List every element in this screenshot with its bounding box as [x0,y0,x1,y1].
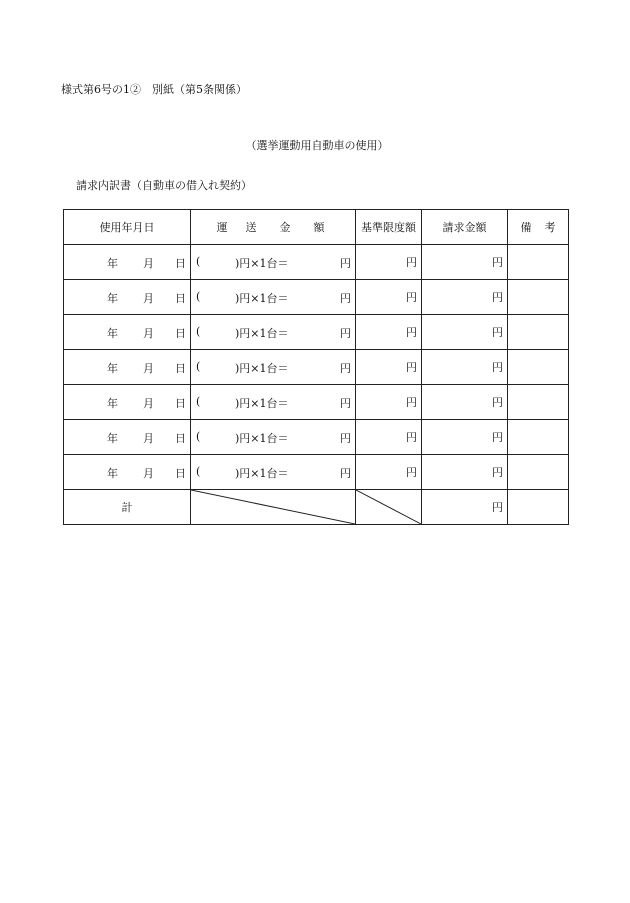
year-label: 年 [107,257,118,270]
fare-formula: )円×1台＝ [235,292,289,305]
day-label: 日 [175,397,186,410]
claim-amount-cell[interactable]: 円 [422,385,508,420]
month-label: 月 [143,397,154,410]
day-label: 日 [175,362,186,375]
form-number-label: 様式第6号の1② 別紙（第5条関係） [61,83,247,96]
diagonal-line [191,490,355,524]
month-label: 月 [143,292,154,305]
standard-limit-cell[interactable]: 円 [356,420,422,455]
transport-amount-cell[interactable] [191,245,356,280]
fare-open-paren: ( [196,395,201,408]
usage-date-cell[interactable] [64,280,191,315]
notes-cell[interactable] [508,245,569,280]
transport-amount-cell[interactable] [191,350,356,385]
fare-formula: )円×1台＝ [235,362,289,375]
year-label: 年 [107,292,118,305]
standard-limit-cell[interactable]: 円 [356,315,422,350]
header-standard-limit: 基準限度額 [356,210,422,245]
day-label: 日 [175,467,186,480]
total-notes[interactable] [508,490,569,525]
month-label: 月 [143,362,154,375]
fare-yen: 円 [340,432,351,445]
usage-date-cell[interactable] [64,385,191,420]
header-transport-amount [191,210,356,245]
month-label: 月 [143,327,154,340]
diagonal-line [356,490,421,524]
header-amount-char: 送 [245,221,257,234]
year-label: 年 [107,432,118,445]
table-header-row [64,210,569,245]
claim-breakdown-table [63,209,569,525]
transport-amount-cell[interactable] [191,420,356,455]
fare-yen: 円 [340,327,351,340]
usage-date-cell[interactable] [64,455,191,490]
document-subtitle [0,137,630,153]
notes-cell[interactable] [508,455,569,490]
total-label: 計 [64,490,191,525]
usage-date-cell[interactable] [64,315,191,350]
day-label: 日 [175,257,186,270]
claim-amount-cell[interactable]: 円 [422,315,508,350]
fare-formula: )円×1台＝ [235,397,289,410]
table-row [64,455,569,490]
total-amount-crossed-cell [191,490,356,525]
transport-amount-cell[interactable] [191,280,356,315]
notes-cell[interactable] [508,420,569,455]
total-claim-amount[interactable]: 円 [422,490,508,525]
table-row [64,315,569,350]
fare-yen: 円 [340,257,351,270]
fare-open-paren: ( [196,325,201,338]
day-label: 日 [175,327,186,340]
fare-formula: )円×1台＝ [235,327,289,340]
standard-limit-cell[interactable]: 円 [356,385,422,420]
table-row [64,420,569,455]
transport-amount-cell[interactable] [191,315,356,350]
day-label: 日 [175,432,186,445]
table-row [64,350,569,385]
claim-amount-cell[interactable]: 円 [422,350,508,385]
document-title: 請求内訳書（自動車の借入れ契約） [76,179,252,192]
fare-open-paren: ( [196,360,201,373]
subtitle-text: （選挙運動用自動車の使用） [245,139,389,152]
table-row [64,280,569,315]
table-body [64,245,569,490]
standard-limit-cell[interactable]: 円 [356,245,422,280]
transport-amount-cell[interactable] [191,385,356,420]
fare-yen: 円 [340,397,351,410]
fare-open-paren: ( [196,465,201,478]
fare-open-paren: ( [196,430,201,443]
claim-amount-cell[interactable]: 円 [422,420,508,455]
header-notes-char: 考 [544,221,556,234]
table-row [64,385,569,420]
header-amount-char: 運 [216,221,228,234]
fare-yen: 円 [340,362,351,375]
header-amount-char: 額 [313,221,325,234]
standard-limit-cell[interactable]: 円 [356,280,422,315]
fare-formula: )円×1台＝ [235,432,289,445]
fare-yen: 円 [340,467,351,480]
usage-date-cell[interactable] [64,350,191,385]
header-notes [508,210,569,245]
total-row [64,490,569,525]
notes-cell[interactable] [508,280,569,315]
month-label: 月 [143,467,154,480]
notes-cell[interactable] [508,385,569,420]
usage-date-cell[interactable] [64,245,191,280]
year-label: 年 [107,467,118,480]
header-notes-char: 備 [520,221,532,234]
year-label: 年 [107,362,118,375]
total-limit-crossed-cell [356,490,422,525]
header-claim-amount: 請求金額 [422,210,508,245]
standard-limit-cell[interactable]: 円 [356,455,422,490]
fare-open-paren: ( [196,255,201,268]
header-amount-char: 金 [279,221,291,234]
table-row [64,245,569,280]
claim-amount-cell[interactable]: 円 [422,455,508,490]
usage-date-cell[interactable] [64,420,191,455]
claim-amount-cell[interactable]: 円 [422,245,508,280]
fare-formula: )円×1台＝ [235,467,289,480]
day-label: 日 [175,292,186,305]
year-label: 年 [107,327,118,340]
notes-cell[interactable] [508,350,569,385]
fare-yen: 円 [340,292,351,305]
month-label: 月 [143,257,154,270]
notes-cell[interactable] [508,315,569,350]
fare-open-paren: ( [196,290,201,303]
fare-formula: )円×1台＝ [235,257,289,270]
header-usage-date: 使用年月日 [64,210,191,245]
year-label: 年 [107,397,118,410]
claim-amount-cell[interactable]: 円 [422,280,508,315]
month-label: 月 [143,432,154,445]
standard-limit-cell[interactable]: 円 [356,350,422,385]
transport-amount-cell[interactable] [191,455,356,490]
